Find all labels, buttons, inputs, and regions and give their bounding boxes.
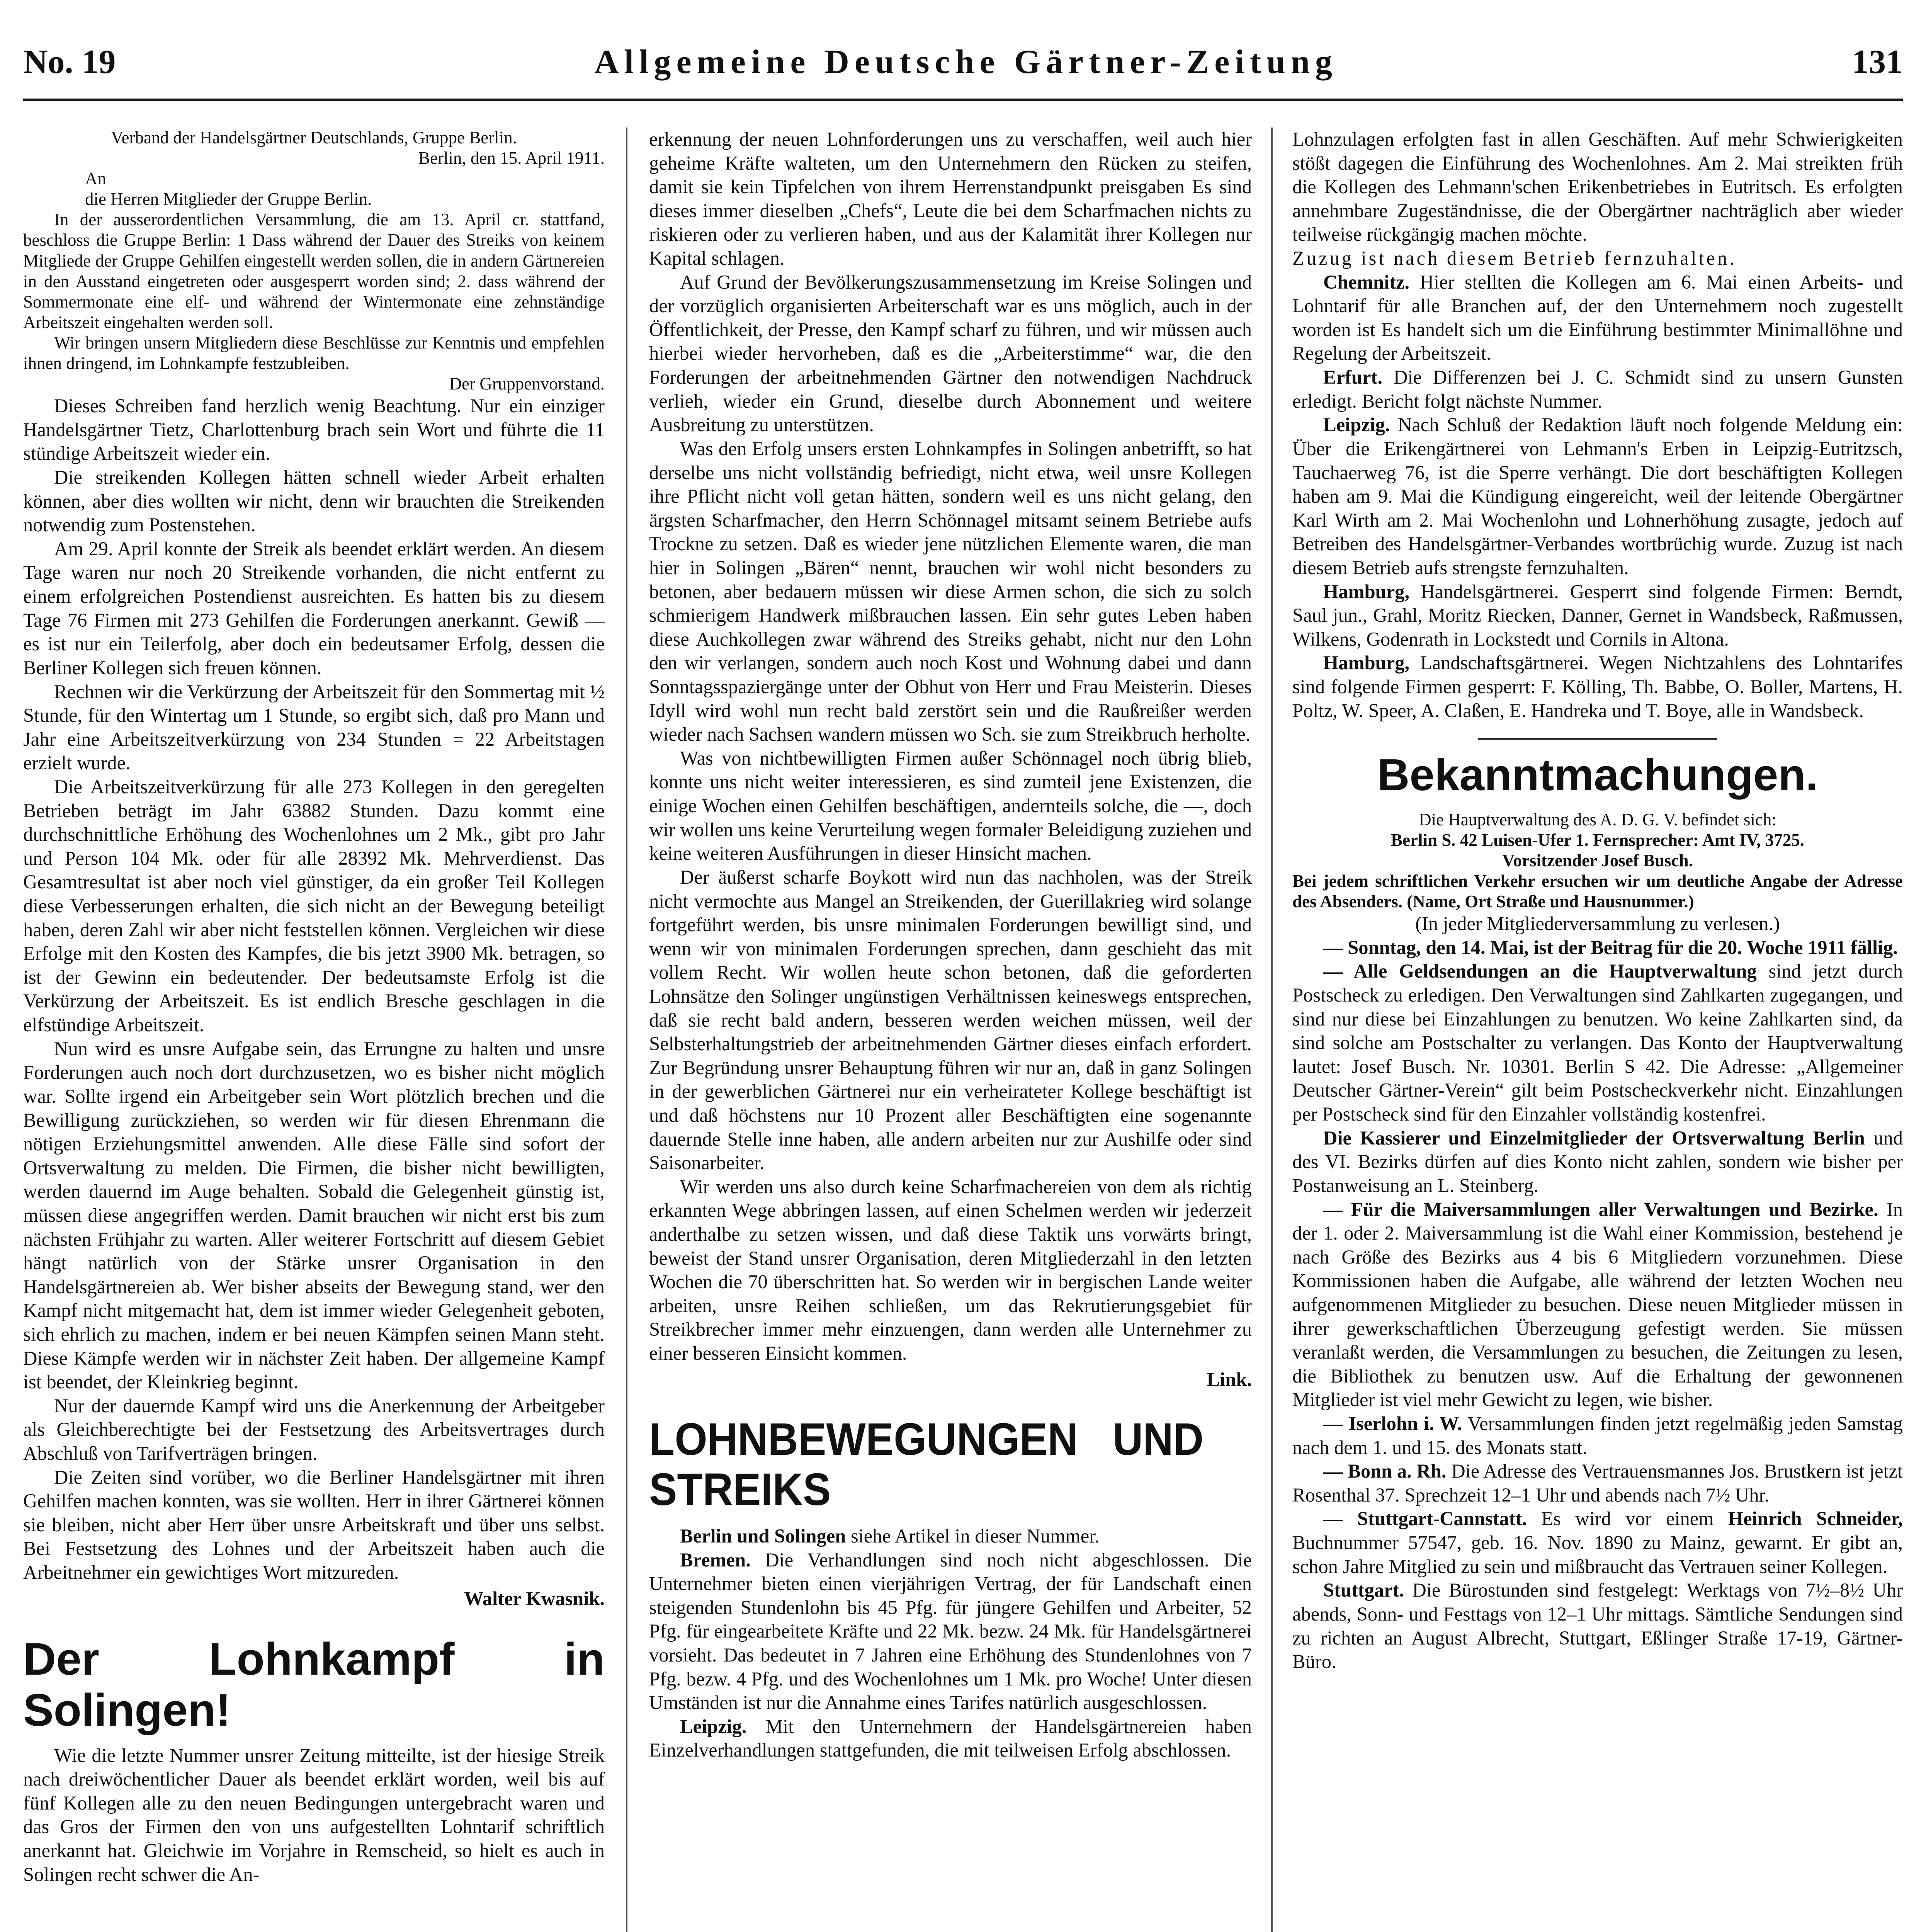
news-item: Hamburg, Landschaftsgärtnerei. Wegen Nichtzahlens des Lohntarifes sind folgende Firmen gesperrt: F. Kölling, Th. Babbe, O. Boller, Martens, H. Poltz, W. Speer, A. Claßen, E. Handreka und T. Boye, alle in Wandsbeck. (1292, 652, 1903, 721)
dateline: Berlin, den 15. April 1911. (418, 148, 605, 168)
news-item: Leipzig. Nach Schluß der Redaktion läuft noch folgende Meldung ein: Über die Erikengärtnerei von Lehmann's Erben in Leipzig-Eutritzsch, Tauchaerweg 76, ist die Sperre verhängt. Die dort beschäftigten Kollegen haben am 9. Mai die Kündigung eingereicht, weil der leitende Obergärtner Karl Wirth am 2. Mai Wochenlohn und Lohnerhöhung zusagte, jedoch auf Betreiben des Handelsgärtner-Verbandes wortbrüchig wurde. Zuzug ist nach diesem Betrieb aufs strengste fernzuhalten. (1292, 414, 1903, 578)
news-item: Chemnitz. Hier stellten die Kollegen am 6. Mai einen Arbeits- und Lohntarif für alle Branchen auf, der den Unternehmern noch zugestellt worden ist Es handelt sich um die Einführung bestimmter Minimallöhne und Regelung der Arbeitszeit. (1292, 271, 1903, 364)
news-place: Bremen. (680, 1549, 751, 1571)
notice: — Für die Maiversammlungen aller Verwaltungen und Bezirke. In der 1. oder 2. Maiversammlung ist die Wahl einer Kommission, bestehend je nach Größe des Bezirks aus 4 bis 6 Mitgliedern vorzunehmen. Diese Kommissionen haben die Aufgabe, alle während der letzten Wochen neu aufgenommenen Mitglieder zu besuchen. Diese neuen Mitglieder müssen in ihrer gewerkschaftlichen Überzeugung gefestigt werden. Sie müssen veranlaßt werden, die Versammlungen zu besuchen, die Zeitungen zu lesen, die Bibliothek zu benutzen usw. Auf die Erhaltung der gewonnenen Mitglieder ist viel mehr Gewicht zu legen, wie bisher. (1292, 1198, 1903, 1411)
section-heading: LOHNBEWEGUNGEN UND STREIKS (649, 1414, 1204, 1515)
paragraph: Was den Erfolg unsers ersten Lohnkampfes in Solingen anbetrifft, so hat derselbe uns nicht vollständig befriedigt, nicht etwa, weil unsre Kollegen ihre Pflicht nicht voll getan hätten, sondern weil es uns nicht gelang, den ärgsten Scharfmacher, den Herrn Schönnagel mitsamt seinem Betriebe aufs Trockne zu setzen. Daß es wieder jene nützlichen Elemente waren, die man hier in Solingen „Bären“ nennt, brauchen wir wohl nicht besonders zu betonen, aber bedauern müssen wir diese Armen schon, die sich zu solch schmierigem Handwerk mißbrauchen lassen. Ein sehr gutes Leben haben diese Auchkollegen zwar während des Streiks gehabt, nicht nur den Lohn den wir verlangen, sondern auch noch Kost und Wohnung dabei und dann Sonntagsspaziergänge unter der Obhut von Herr und Frau Meisterin. Dieses Idyll wird wohl nun recht bald zerstört sein und die Raußreißer werden wieder nach Sachsen wandern müssen wo Sch. sie zum Streikbruch herholte. (649, 437, 1252, 745)
paragraph: Wir werden uns also durch keine Scharfmachereien von dem als richtig erkannten Wege abbringen lassen, auf einen Schelmen werden wir jederzeit anderthalbe zu setzen wissen, und daß diese Taktik uns vorwärts bringt, beweist der Stand unsrer Organisation, deren Mitgliederzahl in den letzten Wochen die 70 überschritten hat. So werden wir in bergischen Lande weiter arbeiten, unsre Reihen schließen, um das Rekrutierungsgebiet für Streikbrecher immer mehr einzuengen, dann werden alle Unternehmer zu einer besseren Einsicht kommen. (649, 1175, 1252, 1364)
page-number: 131 (1852, 43, 1903, 81)
spaced-notice: Zuzug ist nach diesem Betrieb fernzuhalten. (1292, 247, 1737, 269)
paragraph: Lohnzulagen erfolgten fast in allen Geschäften. Auf mehr Schwierigkeiten stößt dagegen die Einführung des Wochenlohnes. Am 2. Mai streikten früh die Kollegen des Lehmann'schen Erikenbetriebes in Eutritsch. Es erfolgten annehmbare Zugeständnisse, die der Obergärtner nachträglich aber wieder teilweise rückgängig machen möchte. (1292, 128, 1903, 245)
paragraph: Die streikenden Kollegen hätten schnell wieder Arbeit erhalten können, aber dies wollten wir nicht, denn wir brauchten die Streikenden notwendig zum Postenstehen. (23, 466, 605, 536)
paragraph: Wie die letzte Nummer unsrer Zeitung mitteilte, ist der hiesige Streik nach dreiwöchentlicher Dauer als beendet erklärt worden, weil bis auf fünf Kollegen alle zu den neuen Bedingungen untergebracht waren und das Gros der Firmen den von uns aufgestellten Lohntarif schriftlich anerkannt hat. Gleichwie im Vorjahre in Remscheid, so hielt es auch in Solingen recht schwer die An- (23, 1744, 605, 1885)
section-heading: Bekanntmachungen. (1377, 750, 1818, 800)
newspaper-title: Allgemeine Deutsche Gärtner-Zeitung (594, 43, 1338, 81)
news-item: Berlin und Solingen siehe Artikel in dieser Nummer. (680, 1525, 1100, 1547)
paragraph: Nur der dauernde Kampf wird uns die Anerkennung der Arbeitgeber als Gleichberechtigte bei der Festsetzung des Arbeitsvertrages durch Abschluß von Tarifverträgen bringen. (23, 1395, 605, 1464)
paragraph: Wir bringen unsern Mitgliedern diese Beschlüsse zur Kenntnis und empfehlen ihnen dringend, im Lohnkampfe festzubleiben. (23, 333, 605, 373)
paragraph: Rechnen wir die Verkürzung der Arbeitszeit für den Sommertag mit ½ Stunde, für den Wintertag um 1 Stunde, so ergibt sich, daß pro Mann und Jahr eine Arbeitszeitverkürzung von 234 Stunden = 22 Arbeitstagen erzielt wurde. (23, 680, 605, 774)
address-info: Die Hauptverwaltung des A. D. G. V. befindet sich: Berlin S. 42 Luisen-Ufer 1. Fernsprecher: Amt IV, 3725. Vorsitzender Josef Busch. Bei jedem schriftlichen Verkehr ersuchen wir um deutliche Angabe der Adresse des Absenders. (Name, Ort Straße und Hausnummer.) (1292, 810, 1903, 912)
paragraph: Was von nichtbewilligten Firmen außer Schönnagel noch übrig blieb, konnte uns nicht weiter interessieren, es sind zumteil jene Existenzen, die einige Wochen einen Gehilfen beschäftigen, andernteils solche, die —, doch wir wollen uns keine Verurteilung wegen formaler Beleidigung zuziehen und keine weiteren Ausführungen in dieser Hinsicht machen. (649, 747, 1252, 864)
letter-block (23, 128, 605, 394)
notice: — Iserlohn i. W. Versammlungen finden jetzt regelmäßig jeden Samstag nach dem 1. und 15. des Monats statt. (1292, 1413, 1903, 1458)
paragraph: Der äußerst scharfe Boykott wird nun das nachholen, was der Streik nicht vermochte aus Mangel an Streikenden, der Guerillakrieg wird solange fortgeführt werden, bis unsre minimalen Forderungen bewilligt sind, und wenn wir von minimalen Forderungen sprechen, dann geschieht das mit vollem Recht. Wir wollen heute schon betonen, daß die geforderten Lohnsätze den Solinger ungünstigen Verhältnissen keineswegs entsprechen, daß sie recht bald andern, besseren werden weichen müssen, weil der Selbsterhaltungstrieb der arbeitnehmenden Gärtner dieses einfach erfordert. Zur Begründung unsrer Behauptung führen wir nur an, daß in ganz Solingen in der gewerblichen Gärtnerei nur ein verheirateter Kollege beschäftigt ist und daß höchstens nur 10 Prozent aller Beschäftigten eine sogenannte dauernde Stelle inne haben, alle andern arbeiten nur zur Aushilfe oder sind Saisonarbeiter. (649, 866, 1252, 1174)
column-1 (23, 128, 605, 1932)
column-divider (1271, 128, 1273, 1932)
news-item: Erfurt. Die Differenzen bei J. C. Schmidt sind zu unsern Gunsten erledigt. Bericht folgt nächste Nummer. (1292, 366, 1903, 412)
paragraph: Auf Grund der Bevölkerungszusammensetzung im Kreise Solingen und der vorzüglich organisierten Arbeiterschaft war es uns möglich, auch in der Öffentlichkeit, der Presse, den Kampf scharf zu führen, und wir müssen auch hierbei wieder hervorheben, daß es die „Arbeiterstimme“ war, die den Forderungen der arbeitnehmenden Gärtner den notwendigen Nachdruck verlieh, wieder ein Grund, dieselbe durch Abonnement und weitere Ausbreitung zu unterstützen. (649, 271, 1252, 436)
page-header (0, 0, 1926, 108)
section-separator (1478, 738, 1717, 740)
notice: Stuttgart. Die Bürostunden sind festgelegt: Werktags von 7½–8½ Uhr abends, Sonn- und Festtags von 12–1 Uhr mittags. Sämtliche Sendungen sind zu richten an August Albrecht, Stuttgart, Eßlinger Straße 17-19, Gärtner-Büro. (1292, 1579, 1903, 1673)
column-2 (649, 128, 1252, 1932)
notice: — Bonn a. Rh. Die Adresse des Vertrauensmannes Jos. Brustkern ist jetzt Rosenthal 37. Sprechzeit 12–1 Uhr und abends nach 7½ Uhr. (1292, 1460, 1903, 1506)
news-place: Berlin und Solingen (680, 1525, 846, 1547)
author-signature: Link. (1207, 1368, 1252, 1390)
header-rule (23, 99, 1903, 101)
paragraph: Dieses Schreiben fand herzlich wenig Beachtung. Nur ein einziger Handelsgärtner Tietz, Charlottenburg brach sein Wort und führte die 11 stündige Arbeitszeit wieder ein. (23, 395, 605, 464)
issue-number: No. 19 (23, 43, 116, 81)
news-place: Leipzig. (680, 1715, 747, 1737)
letterhead: Verband der Handelsgärtner Deutschlands, Gruppe Berlin. (111, 128, 517, 147)
paragraph: In der ausserordentlichen Versammlung, die am 13. April cr. stattfand, beschloss die Gruppe Berlin: 1 Dass während der Dauer des Streiks von keinem Mitgliede der Gruppe Gehilfen eingestellt werden sollen, die in andern Gärtnereien in den Ausstand eingetreten oder ausgesperrt worden sind; 2. dass während der Sommermonate eine elf- und während der Wintermonate eine zehnständige Arbeitszeit eingehalten werden soll. (23, 210, 605, 332)
paragraph: Nun wird es unsre Aufgabe sein, das Errungne zu halten und unsre Forderungen auch noch dort durchzusetzen, wo es bisher nicht möglich war. Sollte irgend ein Arbeitgeber sein Wort plötzlich brechen und die Bewilligung zurückziehen, so werden wir für diesen Ehrenmann die nötigen Erziehungsmittel anwenden. Alle diese Fälle sind sofort der Ortsverwaltung zu melden. Die Firmen, die bisher nicht bewilligten, werden dauernd im Auge behalten. Sobald die Gelegenheit günstig ist, müssen diese angegriffen werden. Damit brauchen wir nicht erst bis zum nächsten Frühjahr zu warten. Aller weiterer Fortschritt auf diesem Gebiet hängt natürlich von der Stärke unsrer Organisation in den Handelsgärtnereien ab. Wer bisher abseits der Bewegung stand, wer den Kampf nicht mitgemacht hat, dem ist immer wieder Gelegenheit geboten, sich ehrlich zu machen, indem er bei neuen Kämpfen seinen Mann steht. Diese Kämpfe werden wir in nächster Zeit haben. Der allgemeine Kampf ist beendet, der Kleinkrieg beginnt. (23, 1037, 605, 1393)
news-item: Bremen. Die Verhandlungen sind noch nicht abgeschlossen. Die Unternehmer bieten einen vierjährigen Vertrag, der für Landschaft einen steigenden Stundenlohn bis 45 Pfg. für jüngere Gehilfen und Arbeiter, 52 Pfg. für eingearbeitete Kräfte und 22 Mk. bezw. 24 Mk. für Handelsgärtnerei vorsieht. Das bedeutet in 7 Jahren eine Erhöhung des Stundenlohnes von 7 Pfg. bezw. 4 Pfg. und des Wochenlohnes um 1 Mk. pro Woche! Unter diesen Umständen ist nur die Annahme eines Tarifes natürlich ausgeschlossen. (649, 1549, 1252, 1714)
notice: Die Kassierer und Einzelmitglieder der Ortsverwaltung Berlin und des VI. Bezirks dürfen auf dies Konto nicht zahlen, sondern wie bisher per Postanweisung an L. Steinberg. (1292, 1127, 1903, 1196)
notice: — Stuttgart-Cannstatt. Es wird vor einem Heinrich Schneider, Buchnummer 57547, geb. 16. Nov. 1890 zu Mainz, gewarnt. Er gibt an, schon Jahre Mitglied zu sein und mißbraucht das Vertrauen seiner Kollegen. (1292, 1508, 1903, 1577)
paragraph: Die Zeiten sind vorüber, wo die Berliner Handelsgärtner mit ihren Gehilfen machen konnten, was sie wollten. Herr in ihrer Gärtnerei können sie bleiben, nicht aber Herr über unsre Arbeitskraft und über uns selbst. Bei Festsetzung des Lohnes und der Arbeitszeit haben auch die Arbeitnehmer ein gewichtiges Wort mitzureden. (23, 1466, 605, 1583)
notice: — Sonntag, den 14. Mai, ist der Beitrag für die 20. Woche 1911 fällig. (1323, 936, 1898, 958)
column-3 (1292, 128, 1903, 1932)
notice: — Alle Geldsendungen an die Hauptverwaltung sind jetzt durch Postscheck zu erledigen. Den Verwaltungen sind Zahlkarten zugegangen, und sind nur diese bei Einzahlungen zu benutzen. Wo keine Zahlkarten sind, da sind solche am Postschalter zu verlangen. Das Konto der Hauptverwaltung lautet: Josef Busch. Nr. 10301. Berlin S 42. Die Adresse: „Allgemeiner Deutscher Gärtner-Verein“ gilt beim Postscheckverkehr nicht. Einzahlungen per Postscheck sind für den Einzahler vollständig kostenfrei. (1292, 960, 1903, 1125)
letter-an: An (85, 169, 106, 189)
paragraph: Am 29. April konnte der Streik als beendet erklärt werden. An diesem Tage waren nur noch 20 Streikende vorhanden, die nicht entfernt zu einem erfolgreichen Postendienst ausreichten. Es hatten bis zu diesem Tage 76 Firmen mit 273 Gehilfen die Forderungen anerkannt. Gewiß — es ist nur ein Teilerfolg, aber doch ein bedeutsamer Erfolg, dessen die Berliner Kollegen sich freuen können. (23, 537, 605, 679)
letter-signature: Der Gruppenvorstand. (449, 374, 605, 394)
column-divider (626, 128, 627, 1932)
news-item: Leipzig. Mit den Unternehmern der Handelsgärtnereien haben Einzelverhandlungen stattgefunden, die mit teilweisen Erfolg abschlossen. (649, 1715, 1252, 1761)
news-item: Hamburg, Handelsgärtnerei. Gesperrt sind folgende Firmen: Berndt, Saul jun., Grahl, Moritz Riecken, Danner, Gernet in Wandsbeck, Raßmussen, Wilkens, Godenrath in Lockstedt und Cornils in Altona. (1292, 580, 1903, 650)
author-signature: Walter Kwasnik. (464, 1587, 605, 1609)
notice: (In jeder Mitgliederversammlung zu verlesen.) (1415, 913, 1780, 935)
addressee: die Herren Mitglieder der Gruppe Berlin. (85, 189, 372, 209)
paragraph: Die Arbeitszeitverkürzung für alle 273 Kollegen in den geregelten Betrieben beträgt im Jahr 63882 Stunden. Dazu kommt eine durchschnittliche Erhöhung des Wochenlohnes um 2 Mk., gibt pro Jahr und Person 104 Mk. oder für alle 28392 Mk. Mehrverdienst. Das Gesamtresultat ist aber noch viel günstiger, da ein großer Teil Kollegen diese Verbesserungen erhalten, die sich nicht an der Bewegung beteiligt haben, deren Zahl wir aber nicht feststellen können. Vergleichen wir diese Erfolge mit den Kosten des Kampfes, die bis jetzt 3900 Mk. betragen, so ist der Gewinn ein bedeutender. Der bedeutsamste Erfolg ist die Verkürzung der Arbeitszeit. Es ist endlich Bresche geschlagen in die elfstündige Arbeitszeit. (23, 776, 605, 1036)
paragraph: erkennung der neuen Lohnforderungen uns zu verschaffen, weil auch hier geheime Kräfte walteten, um den Unternehmern den Rücken zu steifen, damit sie kein Tipfelchen von ihrem Herrenstandpunkt preisgaben Es sind dieses immer dieselben „Chefs“, Leute die bei dem Scharfmachen nichts zu riskieren oder zu verlieren haben, und aus der Kalamität ihrer Kollegen nur Kapital schlagen. (649, 128, 1252, 269)
article-heading: Der Lohnkampf in Solingen! (23, 1634, 605, 1736)
